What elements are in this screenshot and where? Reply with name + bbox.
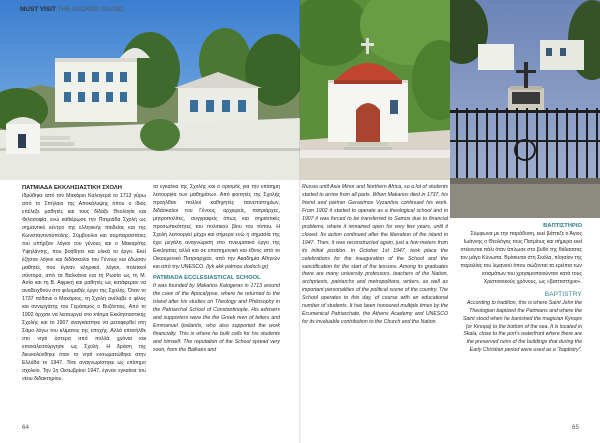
english-heading-baptistry: BAPTISTRY (544, 290, 582, 298)
greek-heading-patmiada: ΠΑΤΜΙΑΔΑ ΕΚΚΛΗΣΙΑΣΤΙΚΗ ΣΧΟΛΗ (22, 185, 122, 191)
section-subtitle: THE SACRED ISLAND (57, 6, 124, 13)
page-number-right: 65 (572, 424, 579, 431)
greek-paragraph-continued-text: τα εγκαίνια της Σχολής και ο ορισμός για την επίσημη λειτουργία των μαθημάτων. Από φοιτητές της Σχολής προήλθαν πολλοί καθηγητές πανεπιστημίων, διδάσκαλοι του Γένους, αρχιερείς, πατριάρχες, μητροπολίτες, συγγραφείς όπως και σημαντικές προσωπικότητες του πολιτικού βίου του τόπου. Η Σχολή λειτουργεί μέχρι και σήμερα ενώ η σημασία της έχει μεγάλη αναγνώριση στο πνευματικό έργο της Εκκλησίας αλλά και σε επιστημονικό και έθνος από το Οικουμενικό Πατριαρχείο, από την Ακαδημία Αθηνών και από την UNESCO. (153, 184, 280, 270)
greek-paragraph-patmiada: Ιδρύθηκε από τον Μακάριο Καλογερά το 1713 γύρω από το Σπήλαιο της Αποκάλυψης όπου ο ίδιος επέλεξε μαθητές και τους δίδαξε Θεολογία και Φιλοσοφία, ενώ καθιέρωσε την Πατμιάδα Σχολή ως σημαντικό κέντρο της ελληνικής παιδείας και της Κωνσταντινούπολης. Σύμβουλοι και συμπαραστάτες του υπήρξαν λόγιοι του γένους και ο Μακαρίτης Υψηλάντης, που βοήθησε και υλικά το έργο. Εκεί έζησαν λόγιοι και διδάσκαλοι του Γένους και έδωσαν μαθητές που έγιναν κληρικοί, λόγιοι, πολιτικοί σύντομα, από τα Βαλκάνια και τη Ρωσία ως τη Μ. Ασία και τη Β. Αφρική και μαθητές ως κατάφεραν να αναδειχθούν στο φιλομαθές έργο της Σχολής. Όταν το 1737 πέθανε ο Μακάριος, τη Σχολή ανέλαβε ο φίλος και συνεργάτης του Γεράσιμος ο Βυζάντιος. Από το 1902 άρχισε να λειτουργεί στο κτίσμα Εκκλησιαστικής Σχολής και το 1907 αναγκάστηκε να μεταφερθεί στη Σάμο λόγω του κλίματος της εποχής. Αλλά επανήλθε στο νησί ύστερα από πολλά χρόνια και επαναλειτούργησε ως Σχολή. Η δράση της διευκολύνθηκε όταν το νησί ενσωματώθηκε στην Ελλάδα το 1947. Τότε αναγνωρίστηκε ως επίσημο σχολείο. Την 1η Οκτωβρίου 1947, έγιναν εγκαίνια του νέου διδακτηρίου. (22, 193, 146, 382)
monastery-school-photo (0, 0, 300, 180)
right-page (300, 0, 600, 443)
baptistry-monument-photo (450, 0, 600, 218)
right-column-2 (458, 222, 582, 355)
english-paragraph-patmiada: It was founded by Makarios Kalogeras in 1713 around the cave of the Apocalypse, where he returned to the island after his studies on Theology and Philosophy in the Patriarchal School of Constantinople. His advisers and supporters were the the Greek men of letters and Emmanuel Ipsilantis, who also supported the work financially. This is where he built cells for his students and himself. The reputation of the School spread very soon, from the Balkans and (153, 283, 280, 354)
english-paragraph-continued: Russia until Asia Minor and Northern Africa, so a lot of students started to arrive from all parts. When Makarios died in 1737, his friend and partner Gerasimos Vyzantios continued his work. From 1902 it started to operate as a theological school and in 1907 it was forced to be transferred to Samos due to financial problems, where it remained open for very few years, until it closed. Its action continued after the liberation of the island in 1947. Then, it was reconstructed again, just a few meters from its initial position. In October 1st 1947, took place the celebrations for the inauguration of the School and the sanctification for the start of the lessons. Among its graduates there are many university professors, teachers of the Nation, archpriests, patriarchs and metropolitans, writers, as well as important personalities of the political scene of the country. The School operates to this day, of course with an educational number of students. It has been honoured multiple times by the Ecumenical Patriarchate, the Athens Academy and UNESCO for its invaluable contribution to the Church and the Nation. (302, 184, 448, 326)
greek-heading-baptistry: ΒΑΠΤΙΣΤΗΡΙΟ (543, 223, 582, 229)
left-column-1 (22, 184, 146, 384)
greek-paragraph-continued (153, 184, 280, 271)
right-column-1 (302, 184, 448, 327)
page-header (20, 6, 124, 13)
chapel-photo (300, 0, 450, 180)
source-credit: (lyk akk patmou dodsch.gr) (206, 263, 269, 270)
section-label: MUST VISIT (20, 6, 56, 13)
english-paragraph-baptistry: According to tradition, this is where Saint John the Theologian baptized the Patmians and where the Saint stood when he banished the magician Kynops (or Kinopa) to the bottom of the sea. It is located in Skala, close to the port's waterfront where there are the preserved ruins of the buildings that during the Early Christian period were used as a "baptistry". (462, 299, 582, 354)
greek-paragraph-baptistry: Σύμφωνα με την παράδοση, εκεί βάπτιζε ο Άγιος Ιωάννης ο Θεολόγος τους Πατμίους και σήμερα εκεί στέκονται πάλι όταν άπλωσε στο βυθό της θάλασσας τον μάγο Κύνωπα. Βρίσκεται στη Σκάλα, πλησίον της παραλίας του λιμανιού όπου σώζονται τα ερείπια των κτισμάτων του χρησιμοποιούνταν κατά τους Χριστιανικούς χρόνους, ως «βαπτιστήριο». (460, 231, 582, 285)
english-heading-patmiada: PATMIADA ECCLESIASTICAL SCHOOL (153, 275, 261, 282)
left-column-2 (153, 184, 280, 355)
page-number-left: 64 (22, 424, 29, 431)
